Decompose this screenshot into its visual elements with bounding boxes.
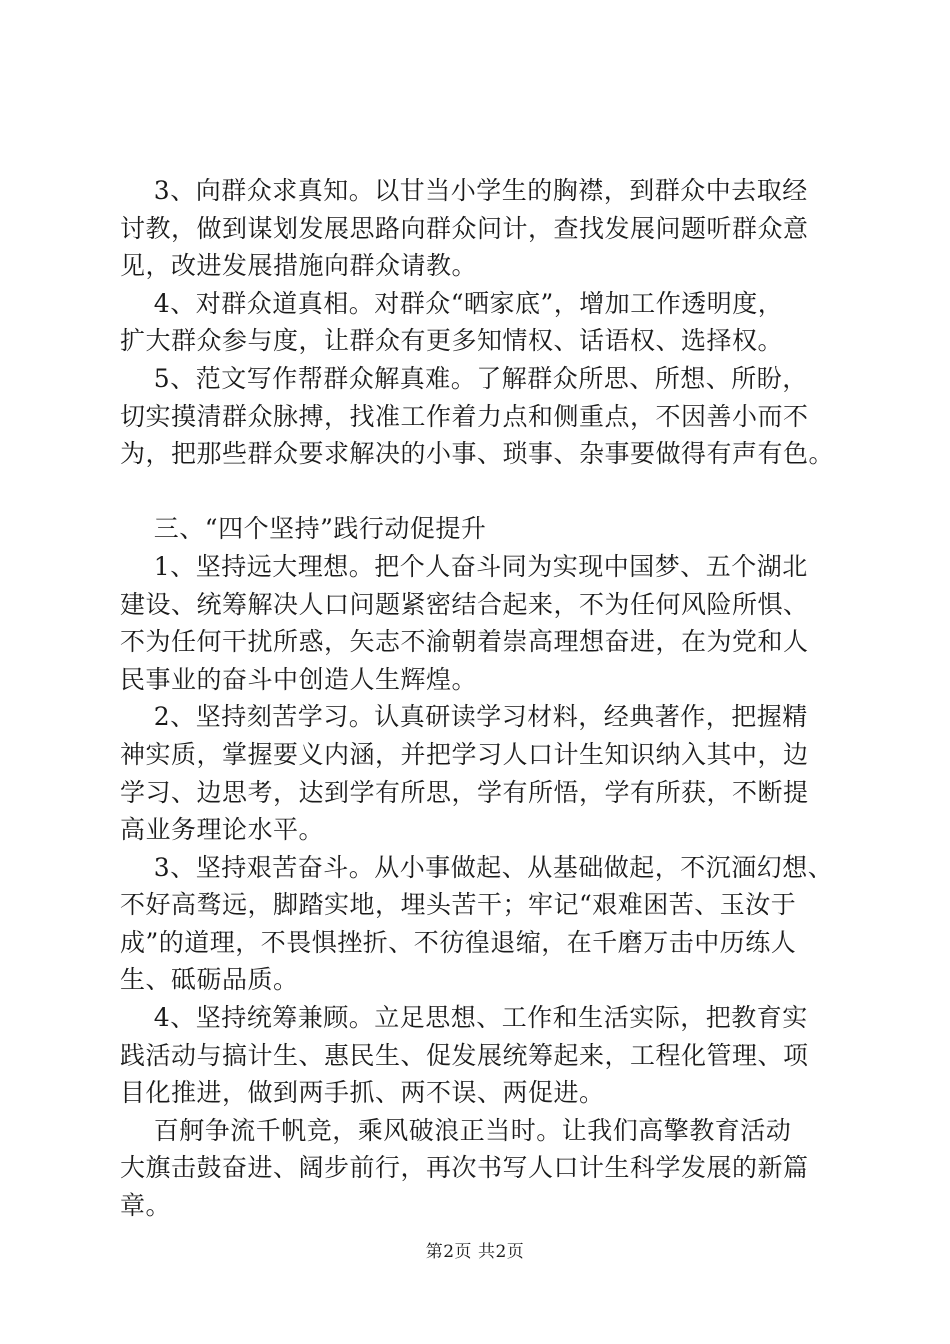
page-number-footer: 第2页 共2页	[425, 1242, 525, 1262]
text-line: 见，改进发展措施向群众请教。	[120, 251, 478, 281]
text-line: 4、对群众道真相。对群众“晒家底”，增加工作透明度，	[120, 288, 784, 318]
text-line: 2、坚持刻苦学习。认真研读学习材料，经典著作，把握精	[120, 702, 808, 732]
text-line: 学习、边思考，达到学有所思，学有所悟，学有所获，不断提	[120, 777, 809, 807]
text-line: 5、范文写作帮群众解真难。了解群众所思、所想、所盼，	[120, 363, 808, 393]
text-line: 生、砥砺品质。	[120, 965, 299, 995]
text-line: 民事业的奋斗中创造人生辉煌。	[120, 664, 478, 694]
text-line: 章。	[120, 1191, 172, 1221]
section-heading: 三、“四个坚持”践行动促提升	[120, 514, 487, 544]
paragraph-gap	[120, 473, 836, 511]
text-line: 1、坚持远大理想。把个人奋斗同为实现中国梦、五个湖北	[120, 551, 808, 581]
text-line: 3、坚持艰苦奋斗。从小事做起、从基础做起，不沉湎幻想、	[120, 852, 834, 882]
text-line: 大旗击鼓奋进、阔步前行，再次书写人口计生科学发展的新篇	[120, 1153, 809, 1183]
text-line: 不好高骛远，脚踏实地，埋头苦干；牢记“艰难困苦、玉汝于	[120, 890, 797, 920]
text-line: 成”的道理，不畏惧挫折、不彷徨退缩，在千磨万击中历练人	[120, 927, 797, 957]
text-line: 神实质，掌握要义内涵，并把学习人口计生知识纳入其中，边	[120, 739, 809, 769]
text-line: 建设、统筹解决人口问题紧密结合起来，不为任何风险所惧、	[120, 589, 809, 619]
text-line: 扩大群众参与度，让群众有更多知情权、话语权、选择权。	[120, 326, 784, 356]
text-line: 为，把那些群众要求解决的小事、琐事、杂事要做得有声有色。	[120, 439, 835, 469]
text-line: 3、向群众求真知。以甘当小学生的胸襟，到群众中去取经	[120, 176, 808, 205]
text-line: 4、坚持统筹兼顾。立足思想、工作和生活实际，把教育实	[120, 1003, 808, 1033]
text-line: 践活动与搞计生、惠民生、促发展统筹起来，工程化管理、项	[120, 1040, 809, 1070]
document-body	[120, 172, 836, 1225]
text-line: 高业务理论水平。	[120, 815, 325, 845]
text-line: 讨教，做到谋划发展思路向群众问计，查找发展问题听群众意	[120, 213, 809, 243]
text-line: 不为任何干扰所惑，矢志不渝朝着崇高理想奋进，在为党和人	[120, 627, 809, 657]
text-line: 目化推进，做到两手抓、两不误、两促进。	[120, 1078, 605, 1108]
text-line: 百舸争流千帆竞，乘风破浪正当时。让我们高擎教育活动	[120, 1115, 792, 1145]
text-line: 切实摸清群众脉搏，找准工作着力点和侧重点，不因善小而不	[120, 401, 809, 431]
